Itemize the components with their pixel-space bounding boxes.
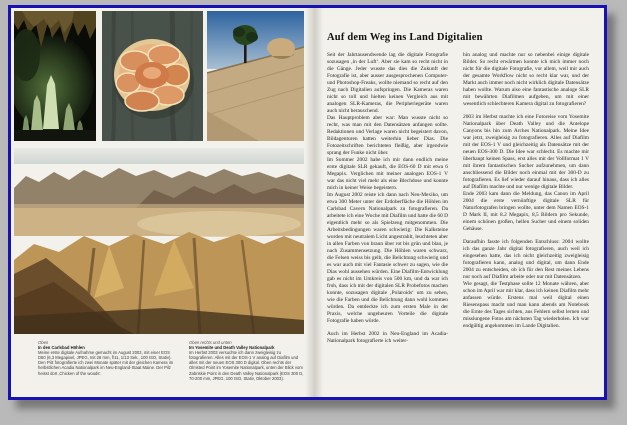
paragraph: Ende 2003 kam dann die Meldung, das Canon im April 2004 die erste vernünftige digitale SLR für Naturfotografen bringen wollte, unter dem Namen EOS-1 D Mark II, mit 8.2 Megapix, 8,5 Bildern pro Sekunde, einem schönen großen, hellen Sucher und einem soliden Gehäuse. [463, 191, 589, 232]
caption-title: In den Carlsbad Höhlen [38, 345, 85, 351]
paragraph: hin analog und machte nur so nebenbei einige digitale Bilder. So recht erwärmen konnte ich mich immer noch nicht für die digitale Fotografie, vor allem, weil mir auch der gesamte Workflow nicht so recht klar war, und der Markt auch immer noch nicht wirklich digitale Datensätze haben wollte. Warum also eine fantastische analoge SLR mit bewährten Diafilmen aufgeben, um mit einer wesentlich schlechteren Kamera digital zu fotografieren? [463, 52, 589, 107]
tree-photo-illustration [207, 11, 304, 141]
article-column-1 [327, 52, 448, 345]
right-page [313, 8, 604, 397]
paragraph: Seit der Jahrtausendwende lag die digitale Fotografie sozusagen ‚in der Luft‘. Aber sie kam so recht nicht in die Gänge. Jeder wusste das dies die Zukunft der Fotografie ist, aber ausser ausgesprochenen Computer- und Photoshop-Freaks, wollte niemand so recht auf den Zug nach Digitalien aufspringen. Die Kameras waren nicht so toll und hielten keinen Vergleich aus mit analogen SLR-Kameras, die Peripheriegeräte waren auch nicht berauschend. [327, 52, 448, 114]
caption-kicker: Oben rechts und unten [189, 340, 232, 345]
article-title: Auf dem Weg ins Land Digitalien [327, 32, 483, 43]
paragraph: Im Sommer 2002 habe ich mir dann endlich meine erste digitale SLR gekauft, die EOS-60 D mit etwa 6 Megapix. Verglichen mit meiner analogen EOS-1 V war das nicht viel mehr als eine Blechdose und konnte mich in keiner Weise begeistern. [327, 157, 448, 191]
paragraph: Im August 2002 reiste ich dann nach Neu-Mexiko, um etwa 300 Meter unter der Erdoberfläche die Höhlen im Carlsbad Cavern Nationalpark zu fotografieren. Da arbeitete ich eine Woche mit Diafilm und hatte die 60 D eigentlich mehr so als Spielzeug mitgenommen. Die Arbeitsbedingungen waren schwierig: Die Kalksteine wurden mit neutralem Licht angestrahlt, leuchteten aber in allen Farben von braun über rot bis grün und blau, je nach Zusammensetzung. Die Höhlen waren schwarz, die Felsen weiss bis gelb, die Belichtung schwierig und es war auch mit viel Fantasie schwer zu sagen, wie die Dias wohl aussehen würden. Eine Diafilm-Entwicklung gab es nicht im Umkreis von 500 km, und da war ich froh, dass ich mit der digitalen SLR Probefotos machen konnte, sozusagen digitale ‚Polaroids‘ um zu sehen, wie die Farben und die Belichtung dann wohl kommen würden. Da entdeckte ich zum ersten Male in der Praxis, welche ungeheuren Vorteile die digitale Fotografie haben würde. [327, 192, 448, 324]
badlands-photo-illustration [14, 148, 304, 334]
article [327, 32, 595, 344]
paragraph: Auch im Herbst 2002 in Neu-England im Acadia-Nationalpark fotografierte ich weiter- [327, 331, 448, 344]
paragraph: 2003 im Herbst machte ich eine Fotoreise vom Yosemite Nationalpark über Death Valley und die Antelope Canyons bis hin zum Arches Nationalpark. Meine Idee war jetzt, zweigleisig zu fotografieren. Alles auf Diafilm mit der EOS-1 V und gleichzeitig als Datensätze mit der neuen EOS-300 D. Die Idee war schlecht. Es machte mir überhaupt keinen Spass, erst alles mit der Vollformat 1 V mit ihrem fantastischen Sucher aufzunehmen, um dann anschliessend die Bilder noch einmal mit der 300-D zu fotografieren. Es lief wieder darauf hinaus, dass ich alles auf Diafilm machte und nur wenige digitale Bilder. [463, 114, 589, 190]
paragraph: Daraufhin fasste ich folgenden Entschluss: 2004 wollte ich das ganze Jahr digital fotografieren, auch weil ich eingesehen hatte, das ich nicht gleichzeitig zweigleisig fotografieren kann, analog und digital, um dann Ende 2004 zu entscheiden, ob ich für den Rest meines Lebens nur noch auf Diafilm arbeite oder nur mit Datensätzen. [463, 239, 589, 280]
cave-photo-illustration [14, 11, 96, 141]
caption-carlsbad [38, 340, 176, 376]
photo-carlsbad-cave [14, 11, 96, 141]
caption-yosemite-deathvalley [189, 340, 305, 381]
caption-body: Im Herbst 2003 versuchte ich dann zweigleisig zu fotografieren: Alles mit der EOS-1 V analog auf Diafilm und alles mit der neuen EOS 300 D digital. Oben rechts der Olmsted Point im Yosemite Nationalpark, unten der Blick vom Zabriskie Point in den Death Valley Nationalpark (EOS 300 D, 70-200 mm, JPEG, 100 ISO, Stativ, Oktober 2003). [189, 350, 304, 381]
caption-title: Im Yosemite und Death Valley Nationalpark [189, 345, 275, 351]
article-column-2 [463, 52, 589, 330]
paragraph: Das Hauptproblem aber war: Man wusste nicht so recht, was man mit den Datensätzen anfangen sollte. Redaktionen und Verlage waren nicht begeistert davon, Bildagenturen hatten weiterhin lieber Dias. Die Fotozeitschriften berichteten fleißig, aber irgendwie sprang der Funke nicht über. [327, 115, 448, 156]
photo-chicken-of-the-woods [102, 11, 203, 141]
left-page [11, 8, 313, 397]
book-spread-panel [8, 5, 607, 400]
caption-body: Meine erste digitale Aufnahme gemacht im August 2002, mit einer EOS D60 (6,3 Megapixel, JPEG, mit 28 mm, f/11, 1/13 Sek., 100 ISO, Stativ). Den Pilz fotografierte ich zwei Monate später mit der gleichen Kamera im herbstlichen Acadia Nationalpark im Neu-England-Staat Maine. Der Pilz heisst dort ‚Chicken of the woods‘. [38, 350, 174, 376]
mushroom-photo-illustration [102, 11, 203, 141]
caption-kicker: Oben [38, 340, 49, 345]
photo-death-valley-panorama [14, 148, 304, 334]
paragraph: Wie gesagt, die Testphase sollte 12 Monate währen, aber schon im April war mir klar, dass ich keinen Diafilm mehr anfassen würde. Erstens mal weil digital einen Riesenspass macht und man kann abends am Notebook die Ernte des Tages sichten, aus Fehlern selbst lernen und misslungene Fotos am nächsten Tag wiederholen. Ich war endgültig angekommen im Lande Digitalien. [463, 281, 589, 329]
photo-tree-and-boulder [207, 11, 304, 141]
